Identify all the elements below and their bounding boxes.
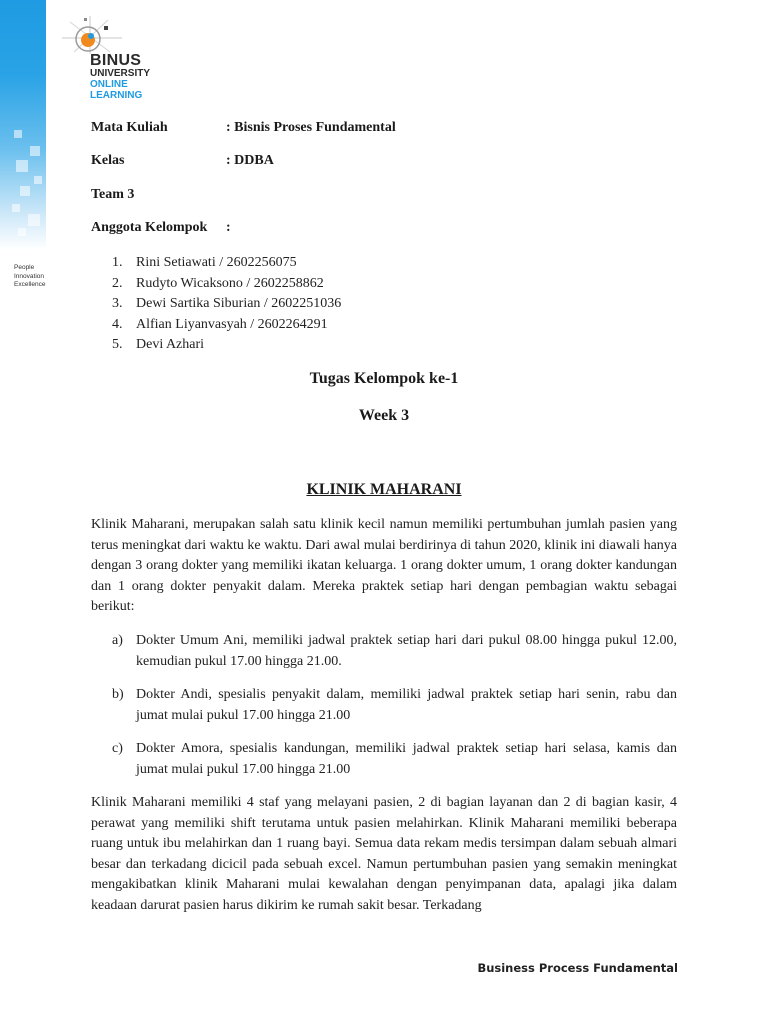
- members-label: Anggota Kelompok: [91, 220, 208, 235]
- class-label: Kelas: [91, 153, 125, 168]
- list-item: [112, 685, 677, 726]
- list-item: [112, 253, 341, 274]
- members-colon: :: [226, 220, 231, 235]
- section-title: [0, 481, 768, 499]
- list-number: 2.: [112, 275, 123, 291]
- list-marker: c): [112, 741, 123, 756]
- week-title: Week 3: [358, 407, 410, 424]
- class-value: : DDBA: [226, 153, 274, 168]
- logo-online: ONLINE: [90, 79, 128, 90]
- logo-brand: BINUS: [90, 52, 142, 69]
- section-title-text: KLINIK MAHARANI: [306, 481, 462, 498]
- paragraph-intro: Klinik Maharani, merupakan salah satu klinik kecil namun memiliki pertumbuhan jumlah pasien yang terus meningkat dari waktu ke waktu. Dari awal mulai berdirinya di tahun 2020, klinik ini diawali hanya dengan 3 orang dokter yang memiliki ikatan keluarga. 1 orang dokter umum, 1 orang dokter kandungan dan 1 orang dokter penyakit dalam. Mereka praktek setiap hari dengan pembagian waktu sebagai berikut:: [91, 517, 677, 614]
- team-row: [91, 187, 134, 203]
- member-name: Alfian Liyanvasyah / 2602264291: [136, 316, 328, 332]
- paragraph-staff: Klinik Maharani memiliki 4 staf yang melayani pasien, 2 di bagian layanan dan 2 di bagian kasir, 4 perawat yang memiliki shift terutama untuk pasien melahirkan. Klinik Maharani memiliki beberapa ruang untuk ibu melahirkan dan 1 ruang bayi. Semua data rekam medis tersimpan dalam sebuah almari besar dan terkadang dicicil pada sebuah excel. Namun pertumbuhan pasien yang semakin meningkat mengakibatkan klinik Maharani mulai kewalahan dengan penyimpanan data, apalagi jika dalam keadaan darurat pasien harus dikirim ke rumah sakit besar. Terkadang: [91, 795, 677, 913]
- tagline-line: Excellence: [14, 281, 46, 288]
- members-heading-row: [91, 220, 231, 236]
- list-item: [112, 294, 341, 315]
- list-item: [112, 335, 341, 356]
- tagline-line: Innovation: [14, 272, 44, 280]
- course-label: Mata Kuliah: [91, 120, 168, 135]
- page-footer: Business Process Fundamental: [477, 961, 678, 975]
- list-item: [112, 739, 677, 780]
- member-name: Rudyto Wicaksono / 2602258862: [136, 275, 324, 291]
- logo-wordmark: [90, 53, 150, 101]
- list-marker: a): [112, 633, 123, 648]
- doctor-schedule: Dokter Andi, spesialis penyakit dalam, memiliki jadwal praktek setiap hari senin, rabu dan jumat mulai pukul 17.00 hingga 21.00: [136, 687, 677, 723]
- list-number: 3.: [112, 296, 123, 311]
- list-number: 4.: [112, 316, 123, 332]
- course-row: [91, 120, 396, 136]
- member-name: Dewi Sartika Siburian / 2602251036: [136, 296, 342, 311]
- member-name: Rini Setiawati / 2602256075: [136, 255, 297, 270]
- logo-university: UNIVERSITY: [90, 68, 151, 79]
- assignment-title: Tugas Kelompok ke-1: [309, 370, 459, 387]
- doctor-schedule: Dokter Umum Ani, memiliki jadwal praktek setiap hari dari pukul 08.00 hingga pukul 12.00, kemudian pukul 17.00 hingga 21.00.: [136, 633, 677, 669]
- side-decorative-strip: [0, 0, 46, 250]
- members-list: [112, 253, 341, 356]
- member-name: Devi Azhari: [136, 337, 205, 352]
- course-value: : Bisnis Proses Fundamental: [226, 120, 396, 135]
- doctor-schedule: Dokter Amora, spesialis kandungan, memiliki jadwal praktek setiap hari selasa, kamis dan jumat mulai pukul 17.00 hingga 21.00: [136, 741, 677, 777]
- class-row: [91, 153, 274, 169]
- tagline: [14, 264, 74, 290]
- list-number: 1.: [112, 255, 123, 270]
- list-marker: b): [112, 687, 124, 702]
- list-number: 5.: [112, 337, 123, 352]
- list-item: [112, 631, 677, 672]
- list-item: [112, 274, 341, 295]
- team-label: Team 3: [91, 187, 135, 202]
- list-item: [112, 315, 341, 336]
- tagline-line: People: [14, 264, 35, 271]
- logo-learning: LEARNING: [90, 90, 143, 101]
